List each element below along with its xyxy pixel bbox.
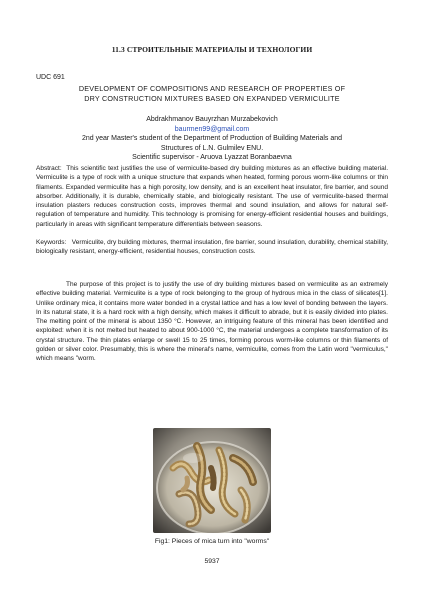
vermiculite-photo-image — [153, 428, 271, 533]
abstract-label: Abstract: — [36, 165, 62, 172]
author-affiliation: Structures of L.N. Gulmilev ENU. — [160, 144, 264, 152]
keywords-text: Vermiculite, dry building mixtures, thermal insulation, fire barrier, sound insulation, durability, chemical stability, biologically resistant, energy-efficient, residential houses, construction costs. — [36, 239, 389, 256]
body-paragraph: The purpose of this project is to justify the use of dry building mixtures based on vermiculite as an extremely effective building material. Vermiculite is a type of rock belonging to the group of hydrous mica in the class of silicates[1]. Unlike ordinary mica, it contains more water bonded in a crystal lattice and has a low level of bonding between the layers. In its natural state, it is a hard rock with a high density, which makes it difficult to abrade, but it is easily divided into plates. The melting point of the mineral is about 1350 °C. However, an intriguing feature of this mineral has been identified and exploited: when it is not melted but heated to about 900-1000 °C, the material undergoes a complete transformation of its crystal structure. The thin plates enlarge or swell 15 to 25 times, forming porous worm-like columns or thin filaments of golden or silver color. Presumably, this is where the mineral's name, vermiculite, comes from the Latin word "vermiculus," which means "worm. — [36, 281, 388, 363]
keywords-label: Keywords: — [36, 239, 67, 246]
author-affiliation: 2nd year Master's student of the Department of Production of Building Materials and — [81, 135, 343, 142]
title-line: DEVELOPMENT OF COMPOSITIONS AND RESEARCH OF PROPERTIES OF — [78, 84, 346, 93]
author-email[interactable]: baurmen99@gmail.com — [174, 125, 250, 133]
author-name: Abdrakhmanov Bauyrzhan Murzabekovich — [146, 116, 278, 123]
udc-code: UDC 691 — [36, 74, 65, 81]
author-block — [36, 115, 388, 163]
figure-caption: Fig1: Pieces of mica turn into "worms" — [154, 538, 270, 545]
keywords — [36, 238, 388, 257]
page-number: 5937 — [204, 558, 220, 565]
section-heading: 11.3 СТРОИТЕЛЬНЫЕ МАТЕРИАЛЫ И ТЕХНОЛОГИИ — [111, 45, 313, 54]
title-line: DRY CONSTRUCTION MIXTURES BASED ON EXPANDED VERMICULITE — [84, 94, 340, 103]
scientific-supervisor: Scientific supervisor - Aruova Lyazzat Boranbaevna — [132, 154, 292, 161]
abstract-text: This scientific text justifies the use of vermiculite-based dry building mixtures as an effective building material. Vermiculite is a type of rock with a unique structure that expands when heated, forming porous worm-like columns or thin filaments. Expanded vermiculite has a high porosity, low density, and is an excellent heat insulator, fire barrier, and sound absorber. Additionally, it is durable, chemically stable, and biologically resistant. The use of vermiculite-based thermal insulation plasters reduces construction costs, improves thermal and sound insulation, and allows for natural self-regulation of temperature and humidity. This technology is promising for energy-efficient residential houses and buildings, particularly in areas with significant temperature differentials between seasons. — [36, 165, 389, 228]
paper-title — [36, 84, 388, 104]
figure-photo — [153, 428, 271, 533]
abstract — [36, 164, 388, 229]
